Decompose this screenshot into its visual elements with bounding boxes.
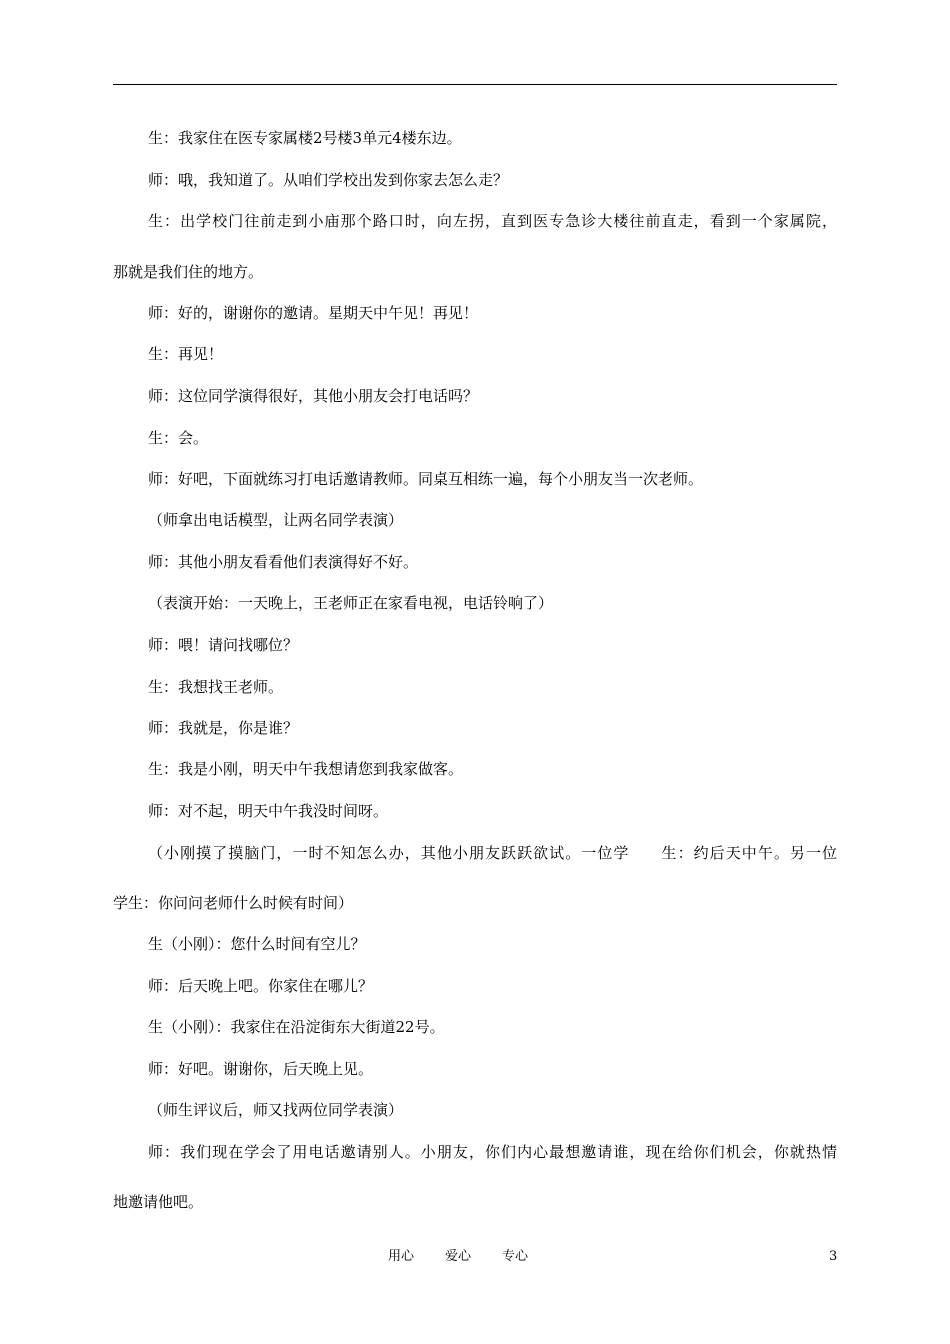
paragraph-line: 生：出学校门往前走到小庙那个路口时，向左拐，直到医专急诊大楼往前直走，看到一个家属院，: [148, 212, 837, 230]
header-rule: [113, 84, 837, 85]
paragraph-line: 学生：你问问老师什么时候有时间）: [113, 894, 354, 912]
paragraph-line: 师：好吧，下面就练习打电话邀请教师。同桌互相练一遍，每个小朋友当一次老师。: [148, 470, 704, 488]
paragraph-line: （师拿出电话模型，让两名同学表演）: [148, 511, 404, 529]
page-number: 3: [829, 1249, 838, 1264]
paragraph-line: 师：好吧。谢谢你，后天晚上见。: [148, 1060, 374, 1078]
paragraph-line: 师：其他小朋友看看他们表演得好不好。: [148, 553, 419, 571]
paragraph-line: 生：我家住在医专家属楼2号楼3单元4楼东边。: [148, 129, 462, 147]
paragraph-line: 生（小刚）：我家住在沿淀街东大街道22号。: [148, 1018, 445, 1036]
paragraph-line: 师：我们现在学会了用电话邀请别人。小朋友，你们内心最想邀请谁，现在给你们机会，你就热情: [148, 1143, 837, 1161]
paragraph-line: 地邀请他吧。: [113, 1193, 204, 1211]
paragraph-line: （小刚摸了摸脑门，一时不知怎么办，其他小朋友跃跃欲试。一位学 生：约后天中午。另一位: [148, 844, 837, 862]
paragraph-line: 生：我想找王老师。: [148, 678, 284, 696]
paragraph-line: 生：我是小刚，明天中午我想请您到我家做客。: [148, 760, 464, 778]
footer-slogan-word: 用心: [388, 1249, 415, 1264]
paragraph-line: 生：会。: [148, 429, 209, 447]
paragraph-line: （师生评议后，师又找两位同学表演）: [148, 1101, 404, 1119]
footer-slogan-word: 爱心: [445, 1249, 472, 1264]
footer-slogan-word: 专心: [502, 1249, 529, 1264]
paragraph-line: 师：喂！请问找哪位？: [148, 636, 299, 654]
paragraph-line: 生：再见！: [148, 345, 224, 363]
paragraph-line: 师：我就是，你是谁？: [148, 719, 299, 737]
paragraph-line: （表演开始：一天晚上，王老师正在家看电视，电话铃响了）: [148, 594, 554, 612]
paragraph-line: 师：后天晚上吧。你家住在哪儿？: [148, 977, 374, 995]
paragraph-line: 师：这位同学演得很好，其他小朋友会打电话吗？: [148, 387, 479, 405]
paragraph-line: 那就是我们住的地方。: [113, 263, 264, 281]
paragraph-line: 师：对不起，明天中午我没时间呀。: [148, 802, 389, 820]
paragraph-line: 师：哦，我知道了。从咱们学校出发到你家去怎么走？: [148, 171, 509, 189]
paragraph-line: 生（小刚）：您什么时间有空儿？: [148, 935, 366, 953]
footer-slogan: [388, 1248, 528, 1266]
paragraph-line: 师：好的，谢谢你的邀请。星期天中午见！再见！: [148, 304, 479, 322]
